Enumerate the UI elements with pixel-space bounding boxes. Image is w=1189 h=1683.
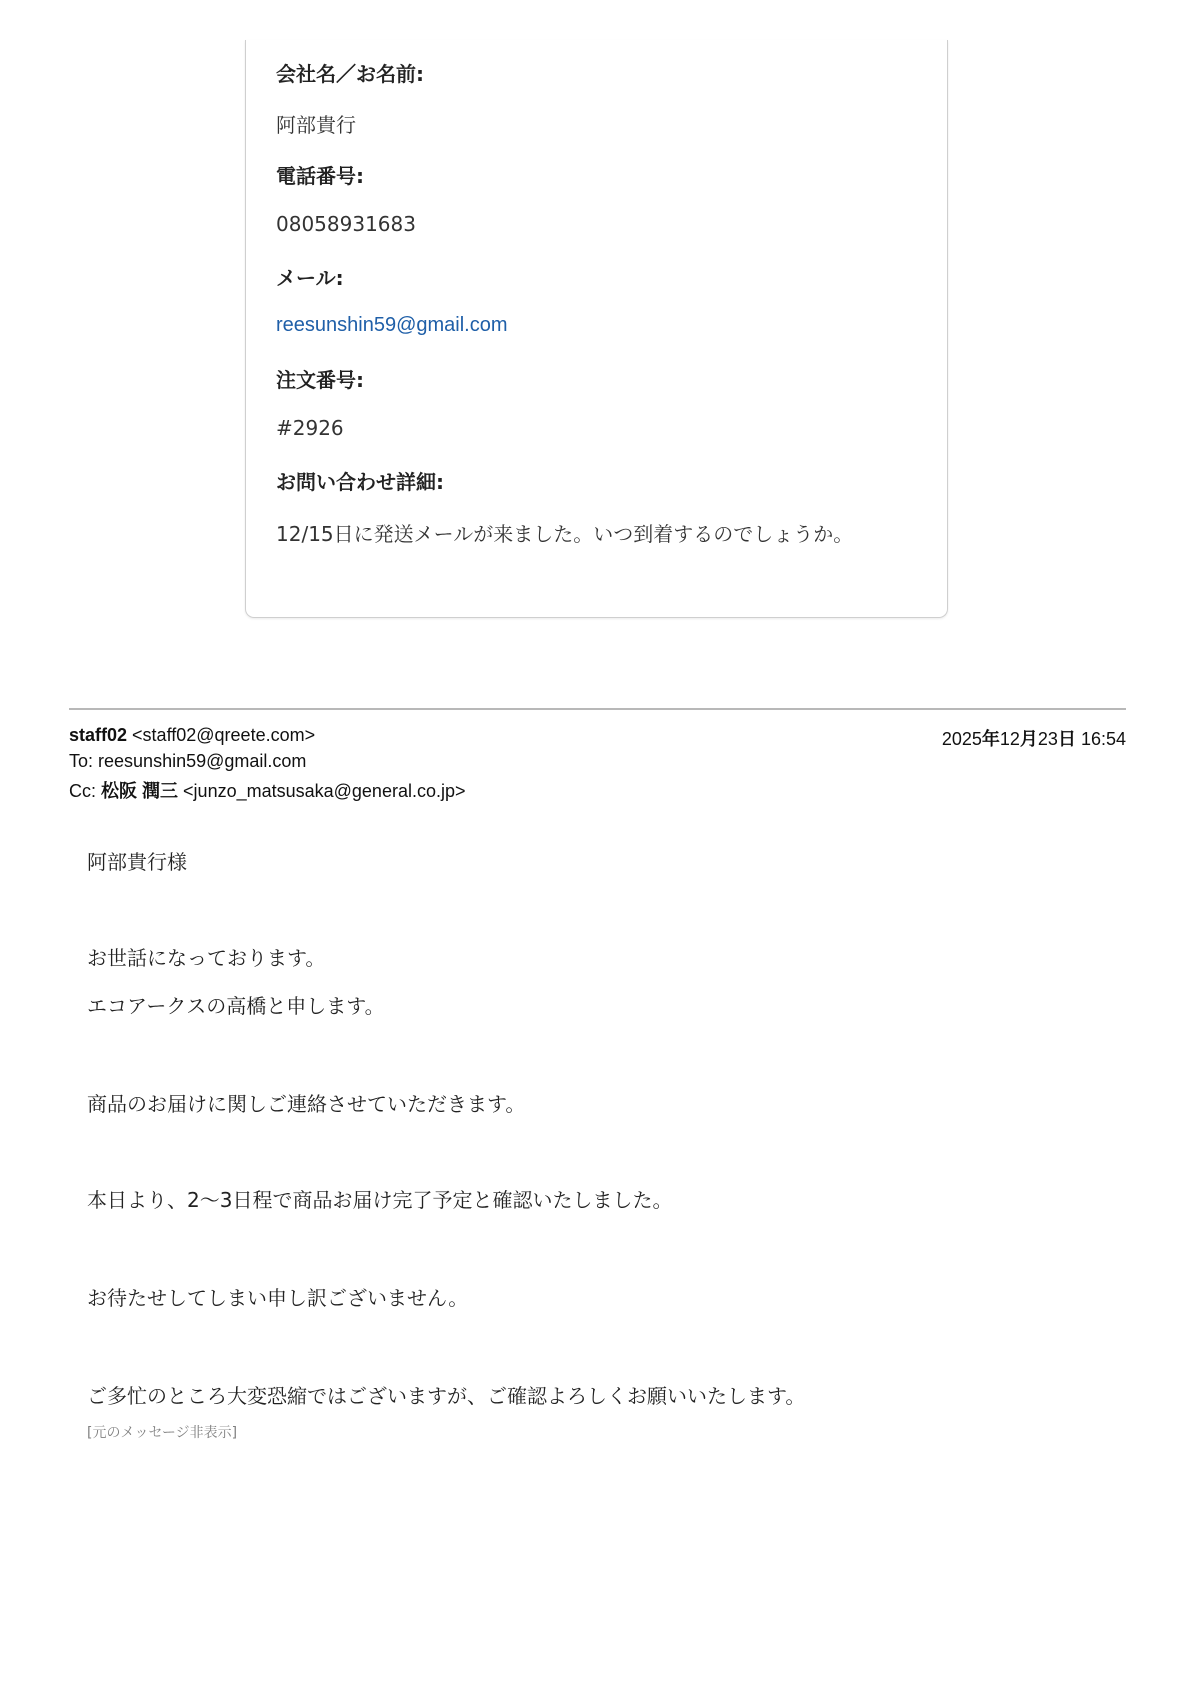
message-date [942,725,1126,751]
to-email[interactable]: reesunshin59@gmail.com [98,751,307,771]
message-from [69,725,315,746]
cc-name[interactable]: 松阪 潤三 [101,781,179,801]
quoted-form-card [245,40,948,618]
inquiry-details-value: 12/15日に発送メールが来ました。いつ到着するのでしょうか。 [276,522,854,546]
email-label: メール: [276,266,344,290]
date-month-unit: 月 [1019,729,1038,749]
company-name-value: 阿部貴行 [276,113,356,137]
body-line: 商品のお届けに関しご連絡させていただきます。 [87,1092,526,1116]
order-number-label: 注文番号: [276,368,364,392]
message-cc [69,777,466,803]
date-year: 2025 [941,729,982,749]
message-divider [69,708,1126,710]
date-day-unit: 日 [1057,729,1076,749]
to-prefix: To: [69,751,94,771]
company-name-label: 会社名／お名前: [276,62,424,86]
greeting-line: 阿部貴行様 [87,850,187,874]
date-time: 16:54 [1080,729,1126,749]
show-quoted-text-toggle[interactable]: [元のメッセージ非表示] [87,1425,238,1441]
sender-name[interactable]: staff02 [69,725,128,745]
email-link[interactable]: reesunshin59@gmail.com [276,314,508,336]
cc-prefix: Cc: [69,781,96,801]
body-line: お待たせしてしまい申し訳ございません。 [87,1286,469,1310]
date-month: 12 [999,729,1020,749]
body-line: エコアークスの高橋と申します。 [87,994,385,1018]
phone-value: 08058931683 [276,212,416,236]
inquiry-details-label: お問い合わせ詳細: [276,470,444,494]
body-line: お世話になっております。 [87,946,326,970]
message-to [69,751,306,772]
cc-email: <junzo_matsusaka@general.co.jp> [183,781,466,801]
sender-email: <staff02@qreete.com> [132,725,316,745]
date-year-unit: 年 [981,729,1000,749]
date-day: 23 [1037,729,1058,749]
body-line: 本日より、2〜3日程で商品お届け完了予定と確認いたしました。 [87,1188,673,1212]
order-number-value: #2926 [276,416,344,440]
body-line: ご多忙のところ大変恐縮ではございますが、ご確認よろしくお願いいたします。 [87,1384,806,1408]
phone-label: 電話番号: [276,164,364,188]
